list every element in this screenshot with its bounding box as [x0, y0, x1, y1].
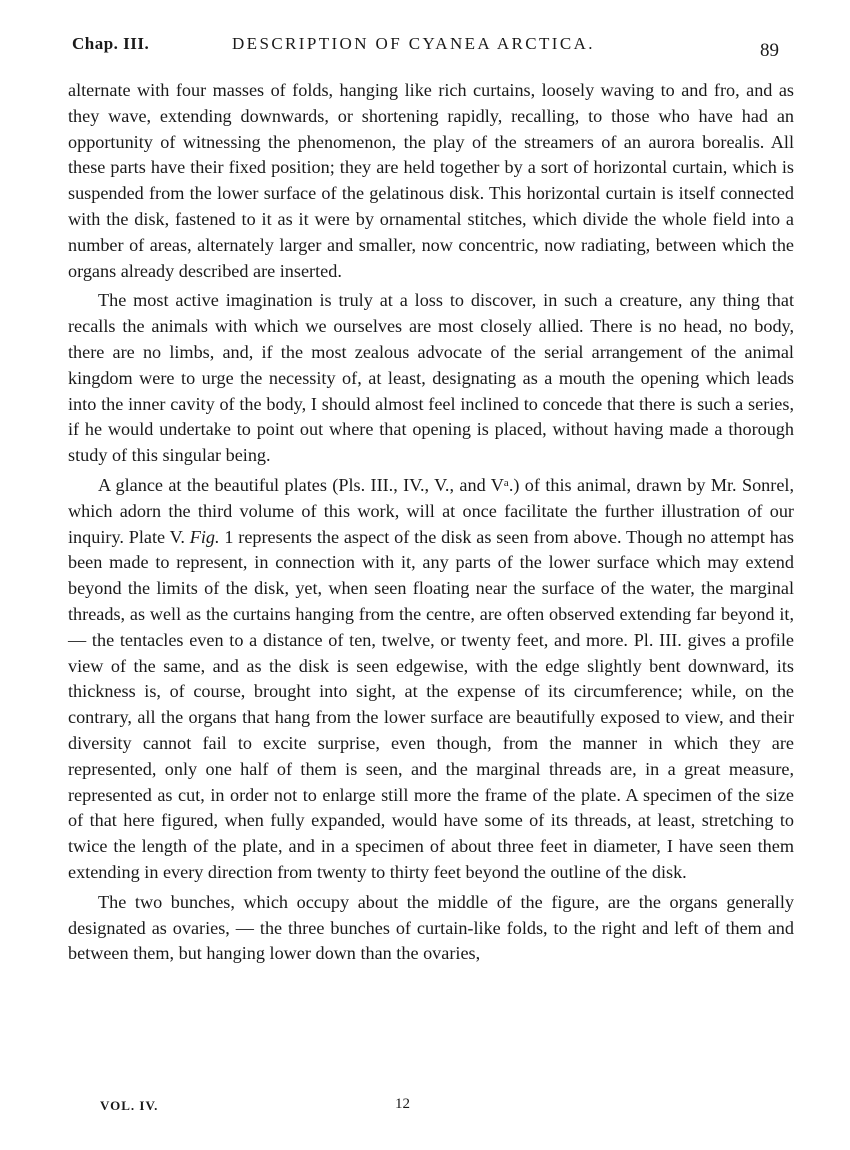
- signature-mark: 12: [395, 1096, 410, 1112]
- running-title: DESCRIPTION OF CYANEA ARCTICA.: [232, 34, 595, 53]
- paragraph-2: The most active imagination is truly at a loss to discover, in such a creature, any thing that recalls the animals with which we ourselves are most closely allied. There is no head, no body, there are no limbs, and, if the most zealous advocate of the serial arrangement of the animal kingdom were to urge the necessity of, at least, designating as a mouth the opening which leads into the inner cavity of the body, I should almost feel inclined to concede that there is such a series, if he would undertake to point out where that opening is placed, without having made a thorough study of this singular being.: [68, 290, 794, 466]
- page-number: 89: [760, 40, 779, 61]
- chapter-label: Chap. III.: [72, 34, 150, 53]
- paragraph-3-part-2: 1 represents the aspect of the disk as seen from above. Though no attempt has been made to represent, in connection with it, any parts of the lower surface which may extend beyond the limits of the disk, yet, when seen floating near the surface of the water, the marginal threads, as well as the curtains hanging from the centre, are often observed extending far beyond it, — the tentacles even to a distance of ten, twelve, or twenty feet, and more. Pl. III. gives a profile view of the same, and as the disk is seen edgewise, with the edge slightly bent downward, its thickness is, of course, brought into sight, at the expense of its circumference; while, on the contrary, all the organs that hang from the lower surface are beautifully exposed to view, and their diversity cannot fail to excite surprise, even though, from the manner in which they are represented, only one half of them is seen, and the marginal threads are, in a great measure, represented as cut, in order not to enlarge still more the frame of the plate. A specimen of the size of that here figured, when fully expanded, would have some of its threads, at least, stretching to twice the length of the plate, and in a specimen of about three feet in diameter, I have seen them extending in every direction from twenty to thirty feet beyond the outline of the disk.: [68, 526, 794, 882]
- figure-reference: Fig.: [189, 526, 220, 547]
- paragraph-3-part-1: A glance at the beautiful plates (Pls. III., IV., V., and Vᵃ.) of this animal, drawn by Mr. Sonrel, which adorn the third volume of this work, will at once facilitate the further illustration of our inquiry. Plate V.: [68, 474, 794, 547]
- page-footer: [0, 1092, 850, 1122]
- paragraph-4: The two bunches, which occupy about the middle of the figure, are the organs generally designated as ovaries, — the three bunches of curtain-like folds, to the right and left of them and between them, but hanging lower down than the ovaries,: [68, 891, 794, 964]
- paragraph-1: alternate with four masses of folds, hanging like rich curtains, loosely waving to and fro, and as they wave, extending downwards, or shortening rapidly, recalling, to those who have had an opportunity of witnessing the phenomenon, the play of the streamers of an aurora borealis. All these parts have their fixed position; they are held together by a sort of horizontal curtain, which is suspended from the lower surface of the gelatinous disk. This horizontal curtain is itself connected with the disk, fastened to it as it were by ornamental stitches, which divide the whole field into a number of areas, alternately larger and smaller, now concentric, now radiating, between which the organs already described are inserted.: [68, 80, 794, 281]
- body-text: [68, 78, 794, 971]
- page-header: [0, 0, 850, 70]
- volume-label: VOL. IV.: [100, 1098, 159, 1113]
- paragraph-3: [68, 473, 794, 886]
